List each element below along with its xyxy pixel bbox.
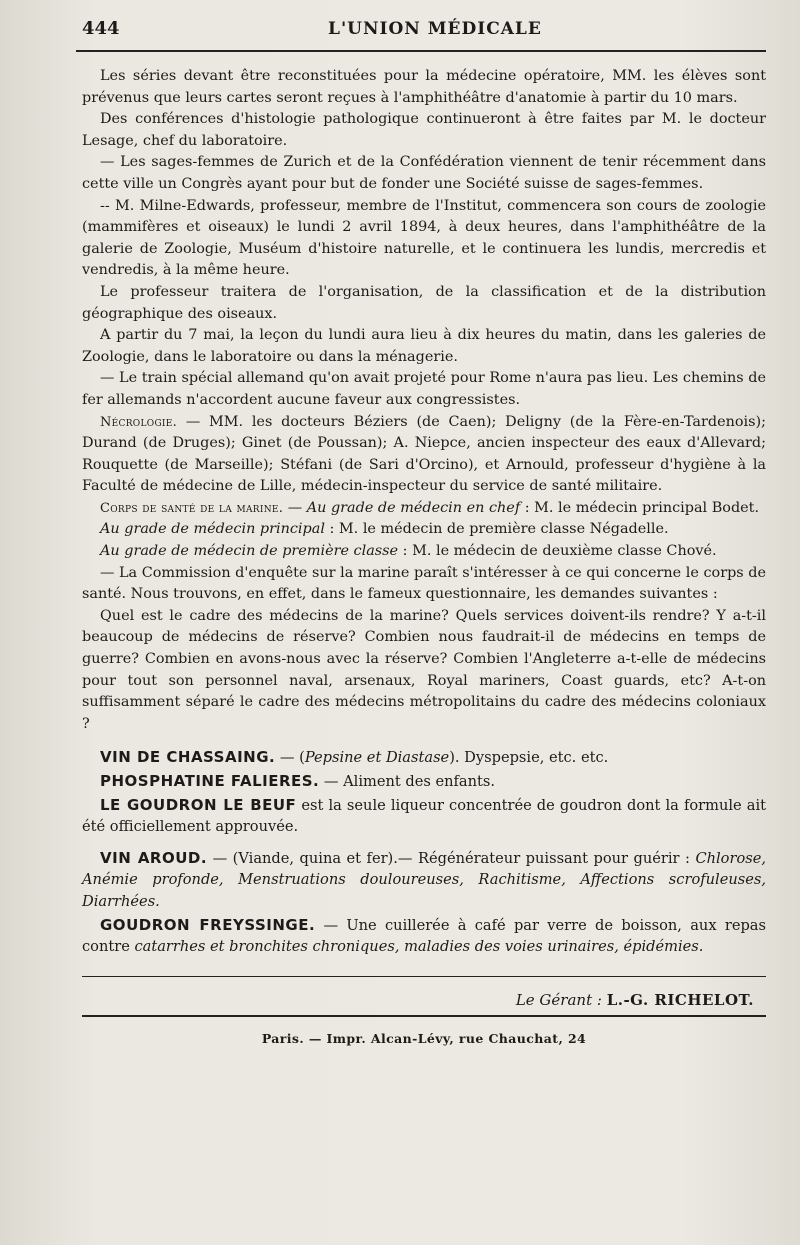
article-body — [82, 66, 766, 735]
marine-label: Corps de santé de la marine. — [100, 500, 284, 516]
header-rule — [76, 50, 766, 52]
marine-grade-principal: Au grade de médecin principal — [100, 521, 325, 538]
ad-aroud-text: — (Viande, quina et fer).— Régénérateur puissant pour guérir : — [207, 849, 696, 867]
advertisements — [82, 747, 766, 957]
ad-freyssinge-name: GOUDRON FREYSSINGE. — [100, 915, 316, 934]
ad-phosphatine-name: PHOSPHATINE FALIERES. — [100, 772, 320, 790]
printer-imprint: Paris. — Impr. Alcan-Lévy, rue Chauchat, 24 — [261, 1030, 587, 1046]
ad-chassaing-text: ). Dyspepsie, etc. etc. — [449, 749, 609, 767]
page-header — [82, 18, 766, 48]
paragraph-conferences: Des conférences d'histologie pathologique continueront à être faites par M. le docteur Lesage, chef du laboratoire. — [82, 111, 766, 149]
marine-grade-chef: Au grade de médecin en chef — [306, 499, 521, 516]
ad-aroud-name: VIN AROUD. — [100, 848, 208, 867]
marine-grade-premiere-text: : M. le médecin de deuxième classe Chové. — [398, 543, 717, 560]
ad-phosphatine-text: — Aliment des enfants. — [319, 773, 496, 790]
necrologie-label: Nécrologie. — [100, 414, 178, 430]
journal-title: L'UNION MÉDICALE — [328, 19, 542, 39]
ad-aroud-conditions: Chlorose, Anémie profonde, Menstruations douloureuses, Rachitisme, Affections scrofuleuses, Diarrhées. — [82, 849, 766, 910]
paragraph-grade-premiere — [82, 541, 766, 563]
ad-goudron-beuf-text: est la seule liqueur concentrée de goudron dont la formule ait été officiellement approuvée. — [82, 796, 766, 836]
paragraph-milne-edwards: -- M. Milne-Edwards, professeur, membre de l'Institut, commencera son cours de zoologie (mammifères et oiseaux) le lundi 2 avril 1894, à deux heures, dans l'amphithéâtre de la galerie de Zoologie, Muséum d'histoire naturelle, et le continuera les lundis, mercredis et vendredis, à la même heure. — [82, 197, 766, 279]
paragraph-series: Les séries devant être reconstituées pour la médecine opératoire, MM. les élèves sont prévenus que leurs cartes seront reçues à l'amphithéâtre d'anatomie à partir du 10 mars. — [82, 68, 766, 106]
ad-gap — [82, 840, 766, 848]
footer-rule-bottom — [82, 1015, 766, 1017]
paragraph-oiseaux: Le professeur traitera de l'organisation, de la classification et de la distribution géographique des oiseaux. — [82, 283, 766, 322]
paragraph-commission: — La Commission d'enquête sur la marine paraît s'intéresser à ce qui concerne le corps de santé. Nous trouvons, en effet, dans le fameux questionnaire, les demandes suivantes : — [82, 564, 766, 603]
ad-chassaing-name: VIN DE CHASSAING. — [100, 748, 276, 767]
ad-goudron-beuf-name: LE GOUDRON LE BEUF — [100, 795, 297, 814]
marine-grade-premiere: Au grade de médecin de première classe — [100, 543, 399, 560]
gerant-label: Le Gérant : — [515, 990, 607, 1009]
paragraph-marine — [82, 498, 766, 520]
paragraph-sages-femmes: — Les sages-femmes de Zurich et de la Confédération viennent de tenir récemment dans cette ville un Congrès ayant pour but de fonder une Société suisse de sages-femmes. — [82, 154, 766, 192]
ad-freyssinge — [82, 915, 766, 958]
page-number: 444 — [82, 18, 120, 39]
ad-freyssinge-text: — Une cuillerée à café par verre de boisson, aux repas contre — [82, 916, 766, 956]
ad-aroud — [82, 848, 766, 913]
paragraph-questions: Quel est le cadre des médecins de la marine? Quels services doivent-ils rendre? Y a-t-il beaucoup de médecins de réserve? Combien nous faudrait-il de médecins en temps de guerre? Combien en avons-nous avec la réserve? Combien l'Angleterre a-t-elle de médecins pour tout son personnel naval, arsenaux, Royal mariners, Coast guards, etc? A-t-on suffisamment séparé le cadre des médecins métropolitains du cadre des médecins coloniaux ? — [82, 607, 766, 732]
gerant-signature — [82, 991, 766, 1009]
necrologie-text: — MM. les docteurs Béziers (de Caen); Deligny (de la Fère-en-Tardenois); Durand (de Druges); Ginet (de Poussan); A. Niepce, ancien inspecteur des eaux d'Allevard; Rouquette (de Marseille); Stéfani (de Sari d'Orcino), et Arnould, professeur d'hygiène à la Faculté de médecine de Lille, médecin-inspecteur du service de santé militaire. — [82, 413, 766, 495]
paragraph-train: — Le train spécial allemand qu'on avait projeté pour Rome n'aura pas lieu. Les chemins de fer allemands n'accordent aucune faveur aux congressistes. — [82, 370, 766, 408]
paragraph-necrologie — [82, 412, 766, 498]
footer-rule — [82, 976, 766, 977]
paragraph-lecon: A partir du 7 mai, la leçon du lundi aura lieu à dix heures du matin, dans les galeries de Zoologie, dans le laboratoire ou dans la ménagerie. — [82, 327, 766, 365]
ad-chassaing-sep: — ( — [275, 749, 305, 767]
paragraph-grade-principal — [82, 519, 766, 541]
ad-goudron-beuf — [82, 795, 766, 838]
marine-sep: — — [283, 499, 307, 516]
ad-phosphatine — [82, 771, 766, 793]
ad-chassaing — [82, 747, 766, 769]
marine-grade-principal-text: : M. le médecin de première classe Négadelle. — [324, 521, 669, 538]
ad-freyssinge-conditions: catarrhes et bronchites chroniques, maladies des voies urinaires, épidémies. — [134, 938, 704, 956]
marine-grade-chef-text: : M. le médecin principal Bodet. — [520, 499, 760, 516]
ad-chassaing-ingredients: Pepsine et Diastase — [304, 749, 450, 767]
gerant-name: L.-G. RICHELOT. — [606, 990, 754, 1009]
